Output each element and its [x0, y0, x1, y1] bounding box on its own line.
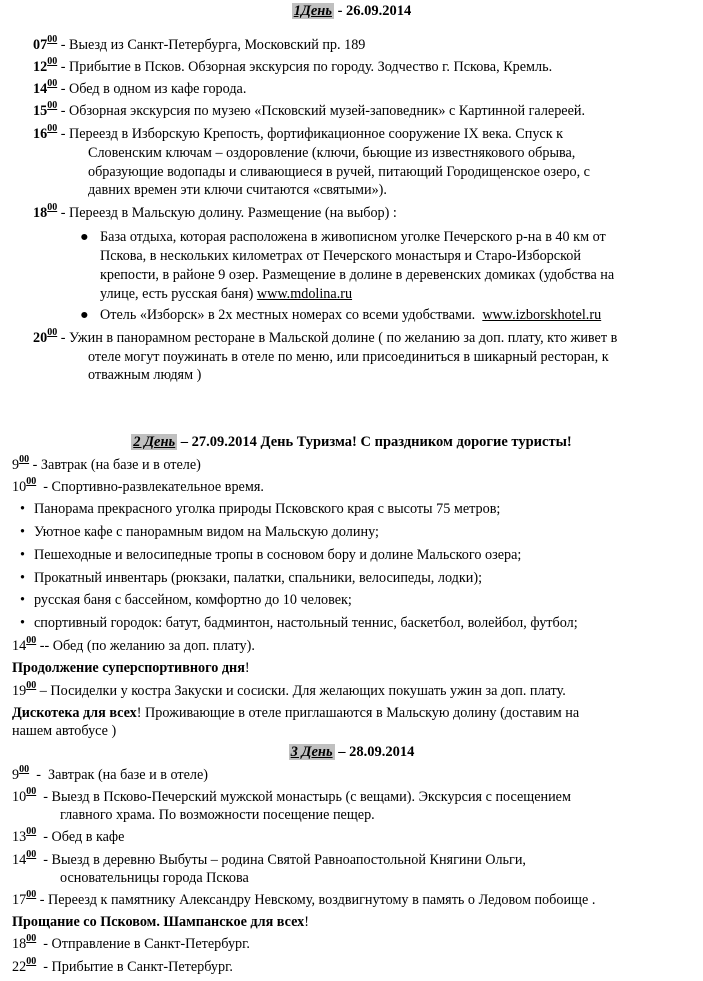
- item-text: - Переезд в Мальскую долину. Размещение (на выбор) :: [57, 205, 397, 221]
- day2-header: [0, 433, 703, 451]
- time: $18^{00}$: [33, 202, 58, 221]
- schedule-item: [12, 788, 571, 806]
- item-text: - Ужин в панорамном ресторане в Мальской долине ( по желанию за доп. плату, кто живет в: [57, 330, 618, 346]
- time: $14^{00}$: [12, 849, 37, 868]
- time: $12^{00}$: [33, 56, 58, 75]
- schedule-item: [33, 36, 365, 54]
- item-text: - Обзорная экскурсия по музею «Псковский музей-заповедник» с Картинной галереей.: [57, 103, 586, 119]
- schedule-item: [12, 682, 566, 700]
- time: $17^{00}$: [12, 889, 37, 908]
- time: $14^{00}$: [33, 78, 58, 97]
- mdolina-link[interactable]: www.mdolina.ru: [256, 286, 353, 302]
- bullet-icon: ●: [80, 229, 89, 245]
- schedule-item: [12, 478, 264, 496]
- item-text: - Спортивно-развлекательное время.: [36, 479, 264, 495]
- item-text: -- Обед (по желанию за доп. плату).: [36, 638, 255, 654]
- schedule-item: [12, 958, 233, 976]
- item-text: - Переезд к памятнику Александру Невскому, воздвигнутому в память о Ледовом побоище .: [36, 892, 596, 908]
- option-line: База отдыха, которая расположена в живописном уголке Печерского р-на в 40 км от: [100, 229, 606, 245]
- day2-title: – 27.09.2014 День Туризма! С праздником дорогие туристы!: [177, 434, 572, 450]
- activity-bullet: • Пешеходные и велосипедные тропы в сосновом бору и долине Мальского озера;: [20, 546, 521, 564]
- activity-bullet: • Прокатный инвентарь (рюкзаки, палатки, спальники, велосипеды, лодки);: [20, 569, 482, 587]
- item-text: - Прибытие в Санкт-Петербург.: [36, 959, 233, 975]
- day1-header: [0, 2, 703, 20]
- schedule-item: [33, 329, 617, 347]
- time: $13^{00}$: [12, 826, 37, 845]
- option-line: крепости, в районе 9 озер. Размещение в долине в деревенских домиках (удобства на: [100, 267, 615, 283]
- item-text: - Завтрак (на базе и в отеле): [29, 767, 208, 783]
- bold-note-continuation: нашем автобусе ): [12, 723, 117, 739]
- option-line: Отель «Изборск» в 2х местных номерах со всеми удобствами.: [100, 307, 483, 323]
- schedule-item: [12, 766, 208, 784]
- schedule-item: [12, 891, 595, 909]
- time: $9^{00}$: [12, 764, 30, 783]
- time: $15^{00}$: [33, 100, 58, 119]
- izborskhotel-link[interactable]: www.izborskhotel.ru: [482, 307, 602, 323]
- day3-header: [0, 743, 703, 761]
- day2-label: 2 День: [133, 434, 176, 450]
- time: $10^{00}$: [12, 476, 37, 495]
- item-continuation: образующие водопады и сливающиеся в ручей, питающий Городищенское озеро, с: [88, 164, 590, 180]
- item-continuation: давних времен эти ключи считаются «святыми»).: [88, 182, 387, 198]
- schedule-item: [33, 80, 246, 98]
- day1-label: 1День: [293, 3, 332, 19]
- item-continuation: отеле могут поужинать в отеле по меню, или присоединиться в шикарный ресторан, к: [88, 349, 609, 365]
- time: $14^{00}$: [12, 635, 37, 654]
- item-text: - Выезд в Псково-Печерский мужской монастырь (с вещами). Экскурсия с посещением: [36, 789, 571, 805]
- time: $22^{00}$: [12, 956, 37, 975]
- option-line: улице, есть русская баня): [100, 286, 257, 302]
- item-continuation: основательницы города Пскова: [60, 870, 249, 886]
- schedule-item: [12, 637, 255, 655]
- schedule-item: [12, 935, 250, 953]
- activity-bullet: • спортивный городок: батут, бадминтон, настольный теннис, баскетбол, волейбол, футбол;: [20, 614, 578, 632]
- item-continuation: Словенским ключам – оздоровление (ключи, бьющие из известнякового обрыва,: [88, 145, 576, 161]
- activity-bullet: • русская баня с бассейном, комфортно до 10 человек;: [20, 591, 352, 609]
- item-continuation: отважным людям ): [88, 367, 202, 383]
- activity-bullet: • Уютное кафе с панорамным видом на Мальскую долину;: [20, 523, 379, 541]
- bold-note: Дискотека для всех! Проживающие в отеле приглашаются в Мальскую долину (доставим на: [12, 705, 580, 721]
- time: $20^{00}$: [33, 327, 58, 346]
- day3-label: 3 День: [290, 744, 333, 760]
- bullet-icon: ●: [80, 307, 89, 323]
- time: $9^{00}$: [12, 454, 30, 473]
- accommodation-option: [80, 306, 602, 324]
- activity-bullet: • Панорама прекрасного уголка природы Псковского края с высоты 75 метров;: [20, 500, 500, 518]
- time: $19^{00}$: [12, 680, 37, 699]
- schedule-item: [12, 851, 526, 869]
- accommodation-option: [80, 228, 615, 303]
- schedule-item: [33, 204, 397, 222]
- time: $16^{00}$: [33, 123, 58, 142]
- item-text: - Переезд в Изборскую Крепость, фортификационное сооружение IX века. Спуск к: [57, 126, 564, 142]
- time: $18^{00}$: [12, 933, 37, 952]
- item-text: - Обед в кафе: [36, 829, 125, 845]
- time: $07^{00}$: [33, 34, 58, 53]
- schedule-item: [33, 58, 552, 76]
- bold-note: Продолжение суперспортивного дня!: [12, 660, 250, 676]
- item-text: - Обед в одном из кафе города.: [57, 81, 247, 97]
- day3-date: – 28.09.2014: [334, 744, 415, 760]
- schedule-item: [12, 828, 124, 846]
- item-text: - Выезд в деревню Выбуты – родина Святой Равноапостольной Княгини Ольги,: [36, 852, 526, 868]
- schedule-item: [33, 125, 563, 143]
- schedule-item: [12, 456, 201, 474]
- day1-date: - 26.09.2014: [333, 3, 412, 19]
- bold-note: Прощание со Псковом. Шампанское для всех!: [12, 914, 309, 930]
- item-text: - Отправление в Санкт-Петербург.: [36, 936, 250, 952]
- item-continuation: главного храма. По возможности посещение пещер.: [60, 807, 375, 823]
- time: $10^{00}$: [12, 786, 37, 805]
- schedule-item: [33, 102, 585, 120]
- item-text: – Посиделки у костра Закуски и сосиски. Для желающих покушать ужин за доп. плату.: [36, 683, 566, 699]
- option-line: Пскова, в нескольких километрах от Печерского монастыря и Старо-Изборской: [100, 248, 581, 264]
- item-text: - Выезд из Санкт-Петербурга, Московский пр. 189: [57, 37, 366, 53]
- item-text: - Завтрак (на базе и в отеле): [29, 457, 201, 473]
- item-text: - Прибытие в Псков. Обзорная экскурсия по городу. Зодчество г. Пскова, Кремль.: [57, 59, 553, 75]
